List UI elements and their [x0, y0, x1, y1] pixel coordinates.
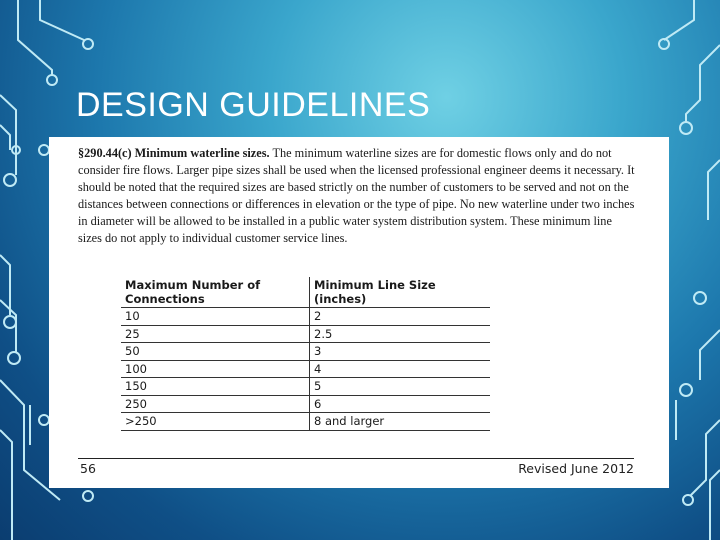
column-header-max-connections: Maximum Number of Connections — [121, 277, 310, 308]
footer-revision-date: Revised June 2012 — [518, 461, 634, 476]
table-cell-connections: 50 — [121, 343, 310, 361]
table-cell-connections: 100 — [121, 360, 310, 378]
table-cell-line-size: 5 — [310, 378, 491, 396]
table-header-row — [121, 277, 490, 308]
table-cell-line-size: 3 — [310, 343, 491, 361]
rule-paragraph — [78, 145, 638, 247]
table-cell-connections: 150 — [121, 378, 310, 396]
document-excerpt — [49, 137, 669, 488]
waterline-size-table — [121, 277, 490, 431]
table-row — [121, 308, 490, 326]
slide-title: DESIGN GUIDELINES — [76, 86, 431, 124]
table-row — [121, 360, 490, 378]
table-cell-connections: 25 — [121, 325, 310, 343]
rule-heading: §290.44(c) Minimum waterline sizes. — [78, 146, 270, 160]
table-cell-line-size: 4 — [310, 360, 491, 378]
rule-body: The minimum waterline sizes are for domestic flows only and do not consider fire flows. Larger pipe sizes shall be used when the licensed professional engineer deems it necessary. It should be noted that the required sizes are based strictly on the number of customers to be served and not on the distances between connections or differences in elevation or the type of pipe. No new waterline under two inches in diameter will be allowed to be installed in a public water system distribution system. These minimum line sizes do not apply to individual customer service lines. — [78, 146, 635, 245]
table-cell-connections: 250 — [121, 395, 310, 413]
table-cell-line-size: 6 — [310, 395, 491, 413]
table-cell-connections: >250 — [121, 413, 310, 431]
table-row — [121, 343, 490, 361]
table-row — [121, 413, 490, 431]
table-row — [121, 325, 490, 343]
table-row — [121, 395, 490, 413]
table-cell-line-size: 2.5 — [310, 325, 491, 343]
table-row — [121, 378, 490, 396]
table-cell-line-size: 8 and larger — [310, 413, 491, 431]
column-header-min-line-size: Minimum Line Size (inches) — [310, 277, 491, 308]
footer-page-number: 56 — [80, 461, 96, 476]
table-cell-connections: 10 — [121, 308, 310, 326]
table-cell-line-size: 2 — [310, 308, 491, 326]
footer-divider — [78, 458, 634, 459]
